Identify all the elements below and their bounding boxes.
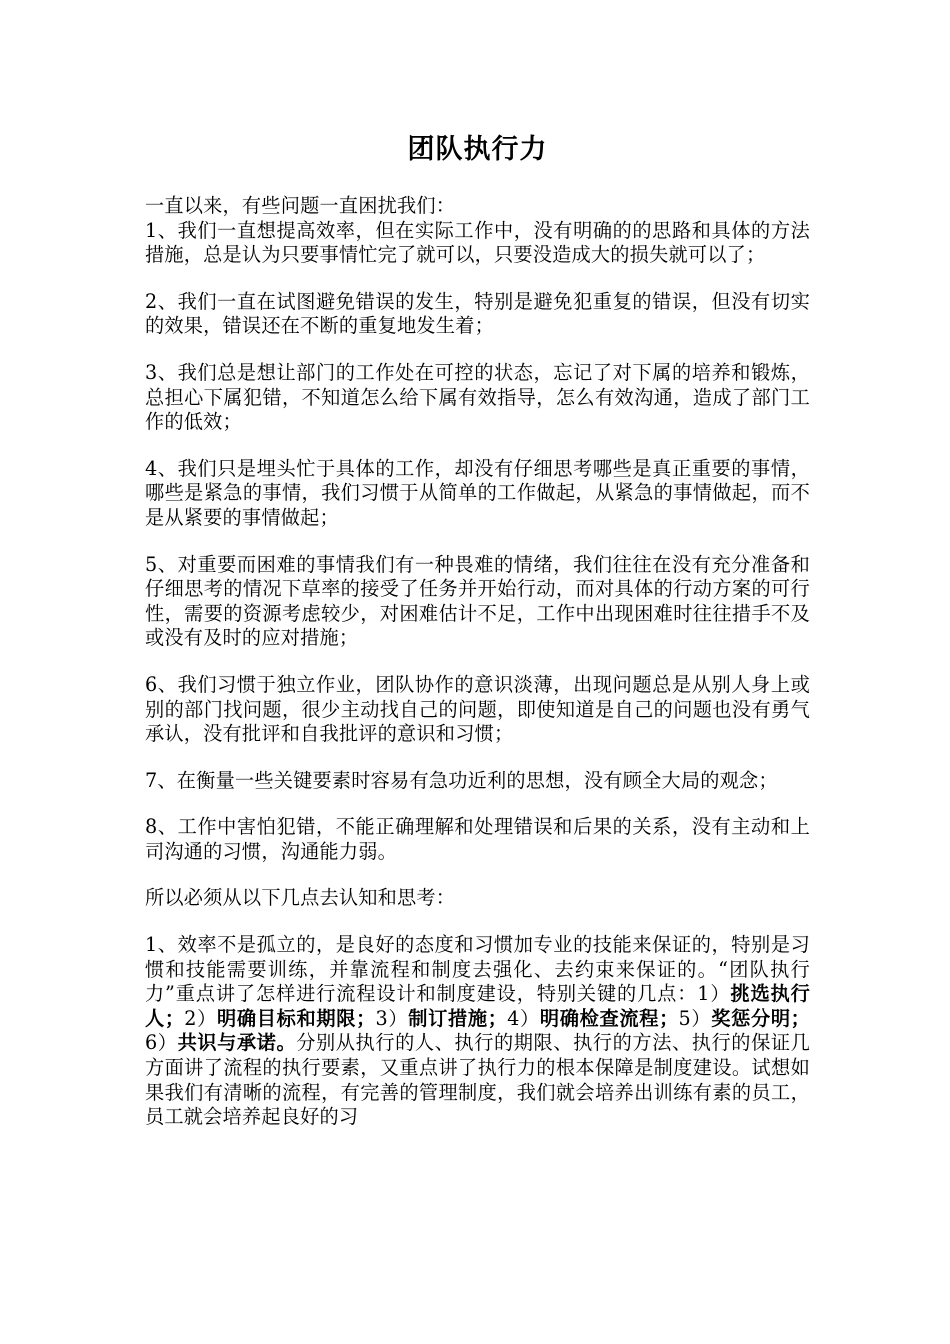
key-point-text: 制订措施； [408,1006,508,1030]
key-point-text: 共识与承诺。 [177,1031,297,1055]
key-point-num: 3） [375,1006,409,1030]
problem-item-5: 5、对重要而困难的事情我们有一种畏难的情绪，我们往往在没有充分准备和仔细思考的情况下草率的接受了任务并开始行动，而对具体的行动方案的可行性，需要的资源考虑较少，对困难估计不足，工作中出现困难时往往措手不及或没有及时的应对措施； [145,552,810,650]
point-1-lead: 1、效率不是孤立的，是良好的态度和习惯加专业的技能来保证的，特别是习惯和技能需要训练，并靠流程和制度去强化、去约束来保证的。“团队执行力”重点讲了怎样进行流程设计和制度建设，特别关键的几点： [145,933,810,1006]
key-point-text: 明确检查流程； [539,1006,679,1030]
transition-paragraph: 所以必须从以下几点去认知和思考： [145,886,456,910]
problem-item-8: 8、工作中害怕犯错，不能正确理解和处理错误和后果的关系，没有主动和上司沟通的习惯，沟通能力弱。 [145,815,810,863]
problem-item-4: 4、我们只是埋头忙于具体的工作，却没有仔细思考哪些是真正重要的事情，哪些是紧急的事情，我们习惯于从简单的工作做起，从紧急的事情做起，而不是从紧要的事情做起； [145,456,810,529]
point-1-paragraph [145,933,810,1130]
key-point-text: 明确目标和期限； [217,1006,376,1030]
key-point-num: 6） [145,1031,178,1055]
problem-item-3: 3、我们总是想让部门的工作处在可控的状态，忘记了对下属的培养和锻炼，总担心下属犯错，不知道怎么给下属有效指导，怎么有效沟通，造成了部门工作的低效； [145,360,810,434]
problem-item-1: 1、我们一直想提高效率，但在实际工作中，没有明确的的思路和具体的方法措施，总是认为只要事情忙完了就可以，只要没造成大的损失就可以了； [145,218,810,267]
intro-paragraph: 一直以来，有些问题一直困扰我们： [145,194,456,217]
problem-item-2: 2、我们一直在试图避免错误的发生，特别是避免犯重复的错误，但没有切实的效果，错误还在不断的重复地发生着； [145,289,810,338]
key-point-text: 奖惩分明； [711,1006,811,1030]
key-point-num: 4） [507,1006,540,1030]
key-point-num: 1） [697,982,731,1006]
key-point-text: 挑选执行人； [145,982,810,1030]
document-page [145,128,810,1130]
key-point-num: 2） [184,1006,218,1030]
problem-item-7: 7、在衡量一些关键要素时容易有急功近利的思想，没有顾全大局的观念； [145,768,778,792]
key-point-num: 5） [678,1006,712,1030]
problem-item-6: 6、我们习惯于独立作业，团队协作的意识淡薄，出现问题总是从别人身上或别的部门找问题，很少主动找自己的问题，即使知道是自己的问题也没有勇气承认，没有批评和自我批评的意识和习惯； [145,672,810,746]
document-title: 团队执行力 [407,134,548,165]
point-1-tail: 分别从执行的人、执行的期限、执行的方法、执行的保证几方面讲了流程的执行要素，又重点讲了执行力的根本保障是制度建设。试想如果我们有清晰的流程，有完善的管理制度，我们就会培养出训练有素的员工，员工就会培养起良好的习 [145,1031,811,1129]
